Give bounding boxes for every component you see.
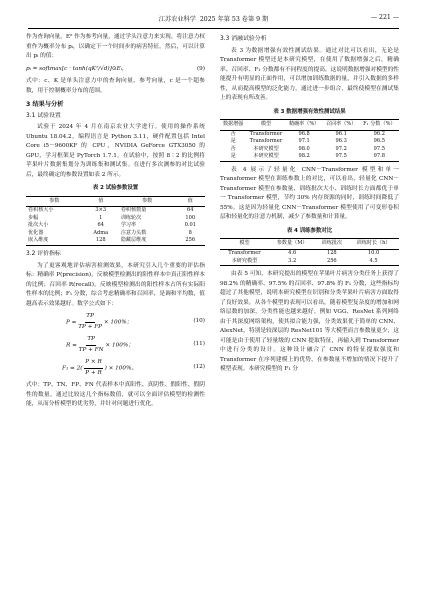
page-number: — 221 — bbox=[370, 14, 399, 21]
table-2-cell: 训练轮次 bbox=[120, 214, 142, 221]
journal-issue: 江苏农业科学 2025 年第 53 卷第 9 期 bbox=[158, 16, 269, 23]
table-4-header-cell: 参数量（M） bbox=[269, 239, 316, 250]
table-3-cell: 98.2 bbox=[286, 153, 323, 161]
training-comparison-paragraph: 表 4 展示了轻量化 CNN－Transformer 模型和单一 Transformer 模型在训练参数上的对比，可以看出，轻量化 CNN－Transformer 模型在参数量、训练批次大小、训练时长方面都优于单一 Transformer 模型，节约 30% 内存资源的同时，训练时间降低了 55%。这是因为轻量化 CNN－Transformer 模型使用了可变形卷积层和轻量化的注意力机制，减少了参数量和计算量。 bbox=[220, 166, 399, 221]
table-2-cell: 1 bbox=[99, 214, 103, 221]
table-2-cell: 学习率 bbox=[120, 222, 137, 229]
eq11-fraction: $\frac{TP}{TP + FN}$ bbox=[78, 336, 104, 353]
table-3-cell: 本研究模型 bbox=[253, 145, 279, 152]
table-3-cell: 否 bbox=[230, 145, 236, 152]
left-column bbox=[26, 33, 205, 410]
table-3-row bbox=[220, 130, 399, 138]
table-2-row bbox=[26, 230, 205, 238]
ablation-paragraph: 表 3 为数据增强有效性测试结果。通过对比可以看出，无论是 Transformer 模型还是本研究模型，在使用了数据增强之后，精确率、召回率、F₁ 分数都有不同程度的提高。这说明数据增强对模型的性能提升有明显的正面作用，可以增加训练数据的量，并引入数据的多样性，从而提高模型的泛化能力，通过进一步组合，最终使模型在测试集上的表现有所改善。 bbox=[220, 47, 399, 101]
table-2-cell: 卷积核大小 bbox=[28, 207, 54, 214]
eq12-explanation: 式中：TP、TN、FP、FN 代表样本中真阳性、真阴性、假阳性、假阴性的数量。通过比较这几个指标数值，就可以全面评估模型的检测性能，从而分析模型的优劣势，并针对问题进行优化。 bbox=[26, 382, 205, 408]
table-2-cell: 64 bbox=[187, 207, 194, 214]
table-3-cell: 是 bbox=[230, 138, 236, 145]
table-4-header-cell: 训练时长（h） bbox=[348, 239, 399, 250]
experiment-setup-paragraph: 试验于 2024 年 4 月在南京农业大学进行。使用的操作系统 Ubuntu 18.04.2，编程语言是 Python 3.11，硬件配置包括 Intel Core i5－9600KF 的 CPU，NVIDIA GeForce GTX3050 的 GPU，学习框架是 PyTorch 1.7.1。在试验中，按照 8∶2 的比例将苹果叶片数据集划分为训练集和测试集。在进行多次测参的对比试验后，最终确定的参数设置如表 2 所示。 bbox=[26, 124, 205, 178]
results-paragraph: 由表 5 可知，本研究提出的模型在苹果叶片病害分类任务上获得了 98.2% 的精确率、97.5% 的召回率、97.8% 的 F₁ 分数，这些指标均超过了其他模型，说明本研究模型在识别和分类苹果叶片病害方面取得了良好效果。从各个模型的表现可以看出，随着模型复杂度的增加和网络层数的加深，分类性能也越来越好。例如 VGG、ResNet 系列网络由于其深度网络架构，使其拟合能力强，分类效果优于简单的 CNN、AlexNet，特别是较深层的 ResNet101 等大模型而言参数量更少，这可能是由于使用了轻量级的 CNN 提取特征，再输入到 Transformer 中进行分类的设计。这种设计融合了 CNN 的特征提取强度和 Transformer 在序列建模上的优势，在参数量不增加的情况下提升了模型表现。本研究模型的 F₁ 分 bbox=[220, 271, 399, 373]
equation-9-number: (9) bbox=[196, 65, 205, 72]
table-2-cell: 优化器 bbox=[28, 229, 44, 236]
intro-paragraph: 作为查询向量，E⁰ 作为参考向量，通过学头注意力来实现。将注意力权重作为概率分布 pᵢ，以确定下一个时间步的病害特征。然后，可以计算出 pᵢ 的值： bbox=[26, 34, 205, 59]
table-4-cell: 3.2 bbox=[269, 258, 316, 266]
table-4-cell: 4.5 bbox=[348, 258, 399, 266]
table-2-row bbox=[26, 222, 205, 230]
table-4-header-cell: 训练批次 bbox=[315, 239, 348, 250]
table-3-cell: 98.0 bbox=[298, 145, 310, 152]
table-3-cell: Transformer bbox=[249, 130, 283, 137]
table-2-cell: 卷积核数量 bbox=[120, 207, 147, 214]
table-3-header-cell: F₁ 分数（%） bbox=[360, 120, 399, 131]
equation-10: P = $\frac{TP}{TP + FP}$ × 100%； (10) bbox=[26, 312, 205, 332]
section-3-heading: 3 结果与分析 bbox=[26, 101, 64, 108]
eq10-fraction: $\frac{TP}{TP + FP}$ bbox=[78, 313, 102, 330]
eq9-explanation: 式中：c、K 是单头注意力中的查询向量、参考向量，c 是一个超参数，用于控制概率分布的范围。 bbox=[26, 78, 205, 94]
table-3-cell: 96.5 bbox=[373, 138, 385, 145]
table-3-cell: 是 bbox=[220, 153, 246, 161]
table-2-cell: 嵌入维度 bbox=[26, 237, 83, 245]
equation-9-body: pᵢ = softmax[c · tanh(qKᵀ/√d)]⊙Eᵢ， bbox=[26, 65, 128, 72]
table-2-cell: 3×3 bbox=[95, 207, 107, 214]
table-4-cell: Transformer bbox=[228, 250, 261, 257]
table-3-cell: 96.3 bbox=[335, 138, 347, 145]
eq12-fraction: $\frac{P \times R}{P + R}$ bbox=[85, 359, 102, 376]
table-4-cell: 4.6 bbox=[288, 250, 297, 257]
table-3-header-cell: 精确率（%） bbox=[286, 120, 323, 131]
table-3-caption: 表 3 数据增强有效性测试结果 bbox=[273, 108, 346, 115]
header-rule bbox=[28, 28, 399, 29]
table-3-header-cell: 数据增强 bbox=[220, 120, 246, 131]
table-2-row bbox=[26, 207, 205, 215]
table-2-cell: 128 bbox=[83, 237, 119, 245]
equation-12-number: (12) bbox=[193, 364, 205, 371]
table-2-cell: 8 bbox=[188, 229, 192, 236]
section-3-3-heading: 3.3 消融试验分析 bbox=[220, 36, 267, 42]
table-2-cell: 64 bbox=[97, 222, 104, 229]
right-column bbox=[220, 33, 399, 375]
table-4-header-cell: 模型 bbox=[220, 239, 269, 250]
table-3-cell: 97.8 bbox=[360, 153, 399, 161]
table-3-header-cell: 召回率（%） bbox=[323, 120, 360, 131]
table-3-cell: 96.1 bbox=[335, 130, 347, 137]
metrics-paragraph: 为了更客观地评估病害检测效果，本研究引入几个重要的评估指标：精确率 P(precision)，反映模型检测出的阳性样本中真正阳性样本的比例；召回率 R(recall)，反映模型检测出的阳性样本占所有实际阳性样本的比例；F₁ 分数，综合考虑精确率和召回率，是调和平均数，值越高表示效果越好。数学公式如下： bbox=[26, 262, 205, 307]
table-3-cell: 否 bbox=[230, 130, 236, 137]
table-2-cell: 批次大小 bbox=[28, 222, 49, 229]
table-3-row bbox=[220, 153, 399, 161]
table-2-row bbox=[26, 237, 205, 245]
table-2-caption: 表 2 试验参数设置 bbox=[92, 185, 139, 191]
table-2-cell: 0.01 bbox=[184, 222, 196, 229]
section-3-2-heading: 3.2 评价指标 bbox=[26, 251, 61, 258]
table-4-cell: 本研究模型 bbox=[220, 258, 269, 266]
table-3 bbox=[220, 119, 399, 162]
equation-11: R = $\frac{TP}{TP + FN}$ × 100%； (11) bbox=[26, 335, 205, 355]
equation-10-number: (10) bbox=[193, 318, 205, 325]
table-3-header-cell: 模型 bbox=[246, 120, 285, 131]
table-2-header-cell: 参数 bbox=[26, 196, 83, 207]
table-3-row bbox=[220, 138, 399, 146]
table-2-header-cell: 值 bbox=[176, 196, 206, 207]
equation-9 bbox=[26, 65, 205, 75]
equation-12: F₁ = 2( $\frac{P \times R}{P + R}$ ) × 100%。 (12) bbox=[26, 358, 205, 378]
table-3-cell: Transformer bbox=[249, 138, 283, 145]
table-4-cell: 10.0 bbox=[367, 250, 380, 257]
table-3-cell: 97.5 bbox=[373, 145, 385, 152]
table-2 bbox=[26, 196, 205, 247]
table-2-header-cell: 参数 bbox=[119, 196, 176, 207]
running-header bbox=[28, 14, 399, 26]
table-2-row bbox=[26, 215, 205, 223]
table-4-caption: 表 4 训练参数对比 bbox=[286, 227, 333, 234]
table-3-cell: 97.2 bbox=[335, 145, 347, 152]
table-3-row bbox=[220, 146, 399, 154]
table-4 bbox=[220, 238, 399, 266]
table-3-cell: 96.8 bbox=[298, 130, 310, 137]
table-4-cell: 128 bbox=[326, 250, 337, 257]
table-2-cell: 隐藏层维度 bbox=[119, 237, 176, 245]
table-4-row bbox=[220, 250, 399, 258]
table-4-row bbox=[220, 258, 399, 266]
equation-11-number: (11) bbox=[193, 341, 205, 348]
table-3-cell: 本研究模型 bbox=[246, 153, 285, 161]
table-2-cell: 100 bbox=[185, 214, 196, 221]
table-2-cell: Adma bbox=[93, 229, 109, 236]
table-3-cell: 96.2 bbox=[373, 130, 385, 137]
table-3-cell: 97.5 bbox=[323, 153, 360, 161]
table-2-cell: 步幅 bbox=[28, 214, 39, 221]
section-3-1-heading: 3.1 试验设置 bbox=[26, 112, 61, 119]
table-2-header-cell: 值 bbox=[83, 196, 119, 207]
table-2-cell: 注意力头数 bbox=[120, 229, 147, 236]
table-4-cell: 256 bbox=[315, 258, 348, 266]
table-3-cell: 97.1 bbox=[298, 138, 310, 145]
table-2-cell: 256 bbox=[176, 237, 206, 245]
